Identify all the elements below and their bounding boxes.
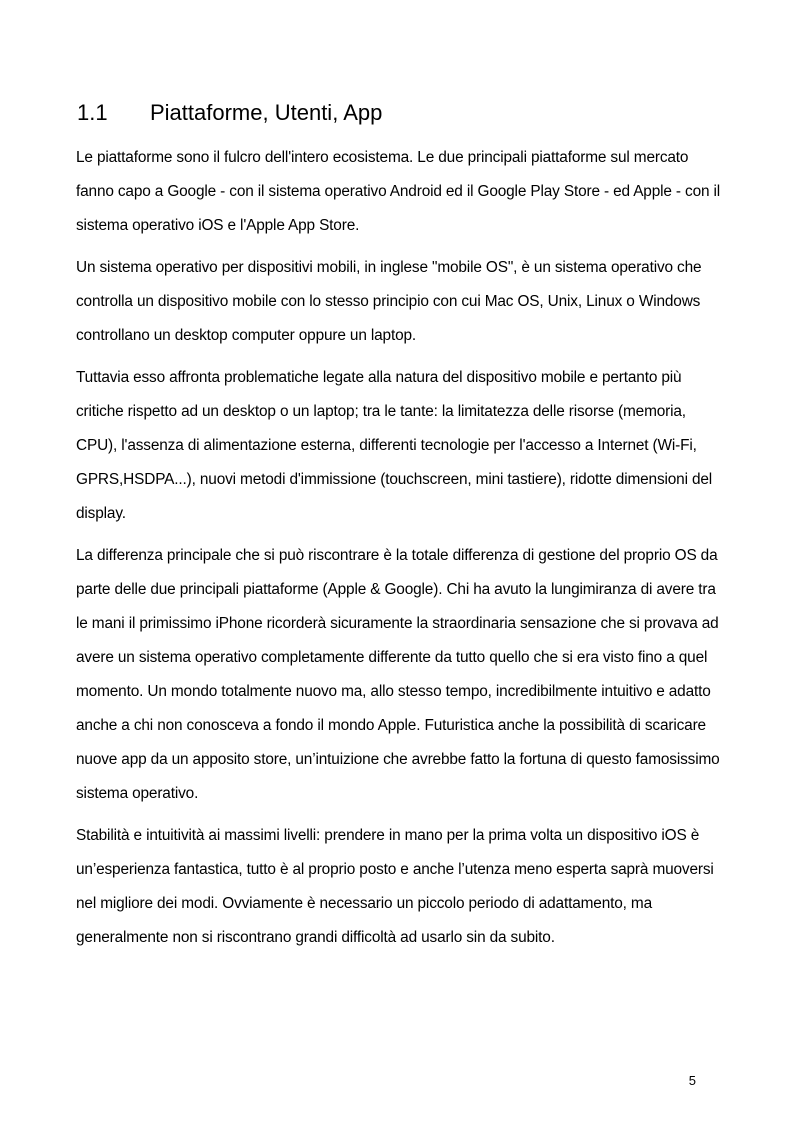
body-text xyxy=(76,141,721,963)
section-title: Piattaforme, Utenti, App xyxy=(150,100,383,125)
paragraph-differences: La differenza principale che si può riscontrare è la totale differenza di gestione del proprio OS da parte delle due principali piattaforme (Apple & Google). Chi ha avuto la lungimiranza di avere tra le mani il primissimo iPhone ricorderà sicuramente la straordinaria sensazione che si provava ad avere un sistema operativo completamente differente da tutto quello che si era visto fino a quel momento. Un mondo totalmente nuovo ma, allo stesso tempo, incredibilmente intuitivo e adatto anche a chi non conosceva a fondo il mondo Apple. Futuristica anche la possibilità di scaricare nuove app da un apposito store, un’intuizione che avrebbe fatto la fortuna di questo famosissimo sistema operativo. xyxy=(76,547,720,802)
paragraph-stability: Stabilità e intuitività ai massimi livelli: prendere in mano per la prima volta un dispositivo iOS è un’esperienza fantastica, tutto è al proprio posto e anche l’utenza meno esperta saprà muoversi nel migliore dei modi. Ovviamente è necessario un piccolo periodo di adattamento, ma generalmente non si riscontrano grandi difficoltà ad usarlo sin da subito. xyxy=(76,827,714,946)
section-number: 1.1 xyxy=(77,100,108,125)
paragraph-mobile-os: Un sistema operativo per dispositivi mobili, in inglese "mobile OS", è un sistema operativo che controlla un dispositivo mobile con lo stesso principio con cui Mac OS, Unix, Linux o Windows controllano un desktop computer oppure un laptop. xyxy=(76,259,702,344)
paragraph-platforms: Le piattaforme sono il fulcro dell'intero ecosistema. Le due principali piattaforme sul mercato fanno capo a Google - con il sistema operativo Android ed il Google Play Store - ed Apple - con il sistema operativo iOS e l'Apple App Store. xyxy=(76,149,721,234)
paragraph-problems: Tuttavia esso affronta problematiche legate alla natura del dispositivo mobile e pertanto più critiche rispetto ad un desktop o un laptop; tra le tante: la limitatezza delle risorse (memoria, CPU), l'assenza di alimentazione esterna, differenti tecnologie per l'accesso a Internet (Wi-Fi, GPRS,HSDPA...), nuovi metodi d'immissione (touchscreen, mini tastiere), ridotte dimensioni del display. xyxy=(76,369,713,522)
page-number: 5 xyxy=(688,1073,696,1088)
section-heading xyxy=(77,96,382,130)
